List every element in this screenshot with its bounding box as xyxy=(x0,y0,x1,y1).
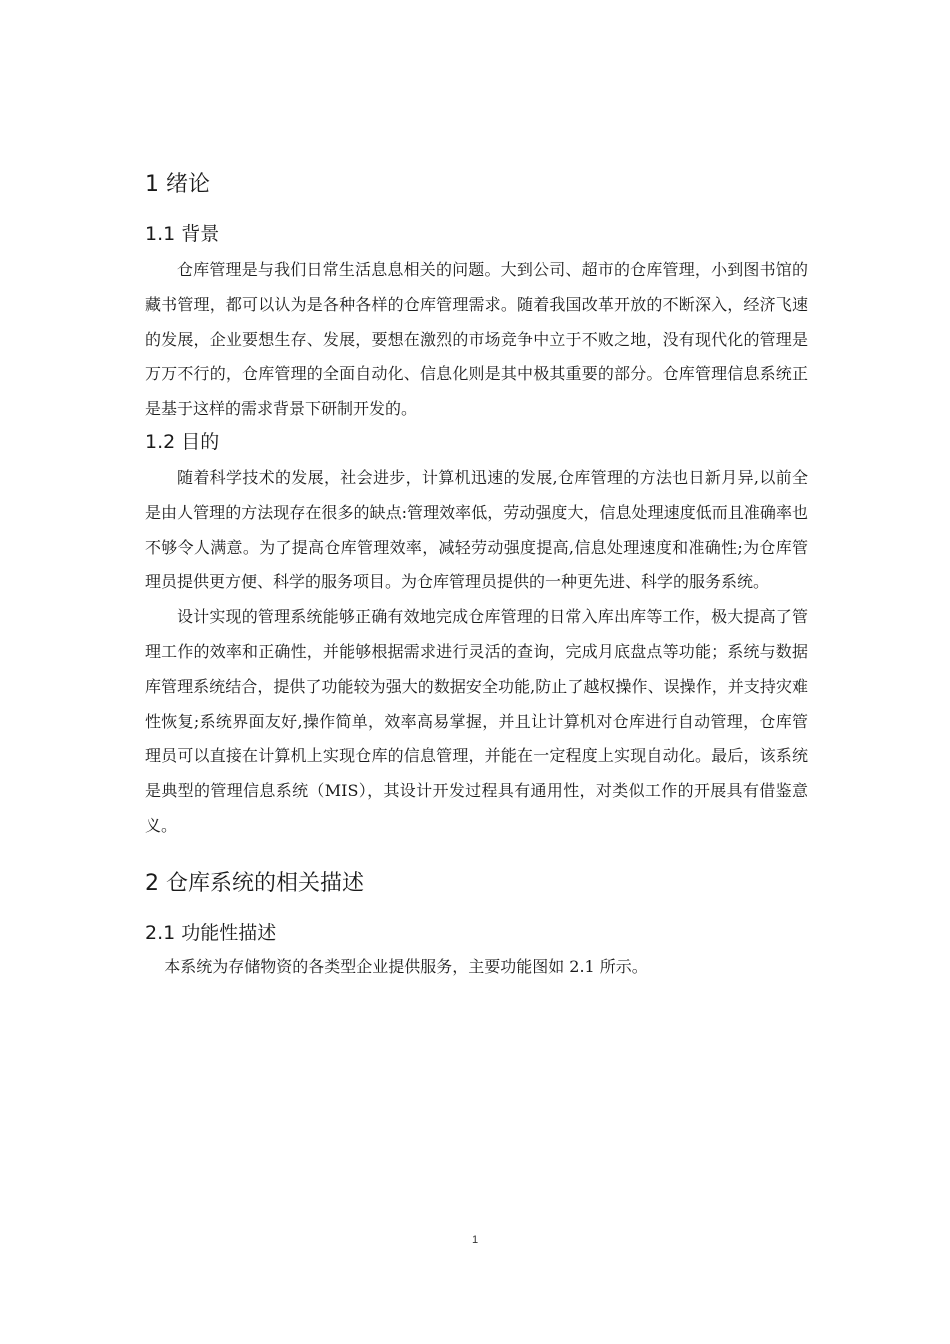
paragraph-functional-description: 本系统为存储物资的各类型企业提供服务，主要功能图如 2.1 所示。 xyxy=(164,956,648,976)
paragraph-background: 仓库管理是与我们日常生活息息相关的问题。大到公司、超市的仓库管理，小到图书馆的藏书管理，都可以认为是各种各样的仓库管理需求。随着我国改革开放的不断深入，经济飞速的发展，企业要想生存、发展，要想在激烈的市场竞争中立于不败之地，没有现代化的管理是万万不行的，仓库管理的全面自动化、信息化则是其中极其重要的部分。仓库管理信息系统正是基于这样的需求背景下研制开发的。 xyxy=(145,260,808,419)
page-body xyxy=(145,170,808,982)
paragraph-purpose-2: 设计实现的管理系统能够正确有效地完成仓库管理的日常入库出库等工作，极大提高了管理工作的效率和正确性，并能够根据需求进行灵活的查询，完成月底盘点等功能；系统与数据库管理系统结合，提供了功能较为强大的数据安全功能,防止了越权操作、误操作，并支持灾难性恢复;系统界面友好,操作简单，效率高易掌握，并且让计算机对仓库进行自动管理，仓库管理员可以直接在计算机上实现仓库的信息管理，并能在一定程度上实现自动化。最后，该系统是典型的管理信息系统（MIS），其设计开发过程具有通用性，对类似工作的开展具有借鉴意义。 xyxy=(145,607,808,835)
section-heading-2: 2 仓库系统的相关描述 xyxy=(145,870,364,896)
subsection-heading-1-1: 1.1 背景 xyxy=(145,223,220,245)
subsection-heading-2-1: 2.1 功能性描述 xyxy=(145,921,277,944)
subsection-heading-1-2: 1.2 目的 xyxy=(145,430,220,453)
paragraph-purpose-1: 随着科学技术的发展，社会进步，计算机迅速的发展,仓库管理的方法也日新月异,以前全是由人管理的方法现存在很多的缺点:管理效率低，劳动强度大，信息处理速度低而且准确率也不够令人满意。为了提高仓库管理效率，减轻劳动强度提高,信息处理速度和准确性;为仓库管理员提供更方便、科学的服务项目。为仓库管理员提供的一种更先进、科学的服务系统。 xyxy=(145,467,808,592)
page-number: 1 xyxy=(471,1234,479,1246)
section-heading-1: 1 绪论 xyxy=(145,172,210,197)
